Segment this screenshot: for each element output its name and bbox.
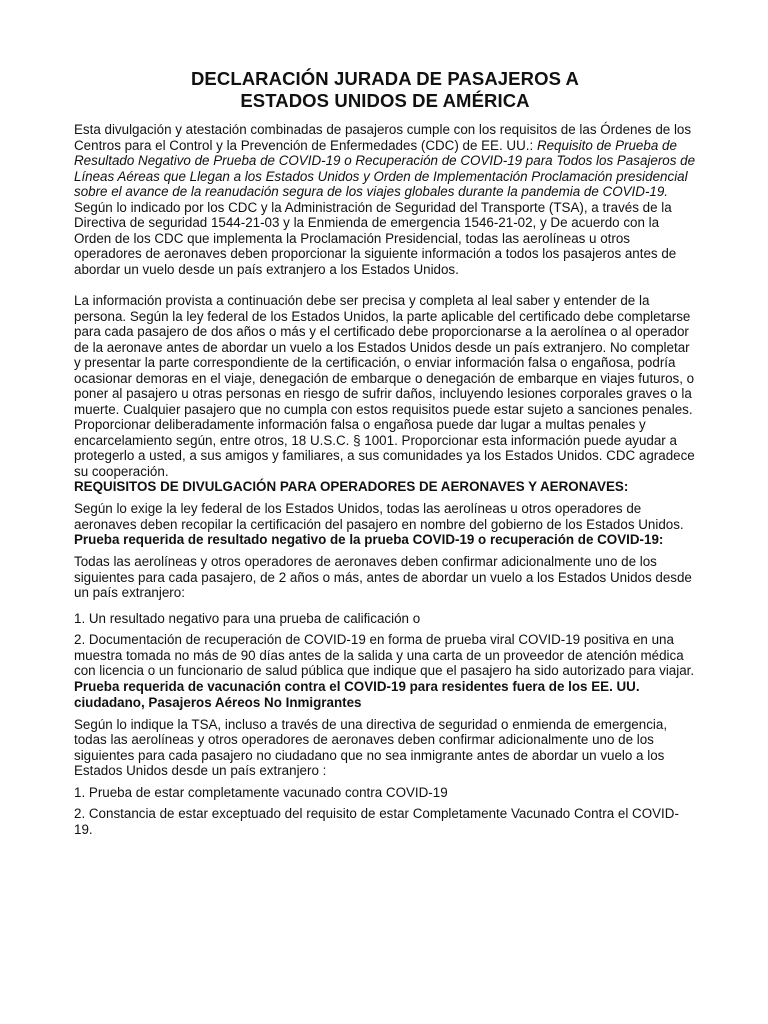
section-body-requirements: Según lo exige la ley federal de los Estados Unidos, todas las aerolíneas u otros operadores de aeronaves deben recopilar la certificación del pasajero en nombre del gobierno de los Estados Unidos. [74,501,684,532]
document-title [74,68,696,112]
section-body-vaccination: Según lo indique la TSA, incluso a través de una directiva de seguridad o enmienda de emergencia, todas las aerolíneas y otros operadores de aeronaves deben confirmar adicionalmente uno de los siguientes para cada pasajero no ciudadano que no sea inmigrante antes de abordar un vuelo a los Estados Unidos desde un país extranjero : [74,716,668,778]
section-body-negative-test: Todas las aerolíneas y otros operadores de aeronaves deben confirmar adicionalmente uno de los siguientes para cada pasajero, de 2 años o más, antes de abordar un vuelo a los Estados Unidos desde un país extranjero: [74,554,692,600]
document-page [74,68,696,837]
intro-text-2: Según lo indicado por los CDC y la Administración de Seguridad del Transporte (TSA), a través de la Directiva de seguridad 1544-21-03 y la Enmienda de emergencia 1546-21-02, y De acuerdo con la Orden de los CDC que implementa la Proclamación Presidencial, todas las aerolíneas u otros operadores de aeronaves deben proporcionar la siguiente información a todos los pasajeros antes de abordar un vuelo desde un país extranjero a los Estados Unidos. [74,199,677,277]
intro-italic-citation: Requisito de Prueba de Resultado Negativo de Prueba de COVID-19 o Recuperación de COVID-19 para Todos los Pasajeros de Líneas Aéreas que Llegan a los Estados Unidos y Orden de Implementación Proclamación presidencial sobre el avance de la reanudación segura de los viajes globales durante la pandemia de COVID-19. [74,137,696,199]
section-heading-requirements: REQUISITOS DE DIVULGACIÓN PARA OPERADORES DE AERONAVES Y AERONAVES: [74,479,629,494]
intro-text-1: Esta divulgación y atestación combinadas de pasajeros cumple con los requisitos de las Órdenes de los Centros para el Control y la Prevención de Enfermedades (CDC) de EE. UU.: [74,122,692,153]
list-item-fully-vaccinated: 1. Prueba de estar completamente vacunado contra COVID-19 [74,784,448,800]
disclosure-paragraph: La información provista a continuación debe ser precisa y completa al leal saber y entender de la persona. Según la ley federal de los Estados Unidos, la parte aplicable del certificado debe completarse para cada pasajero de dos años o más y el certificado debe proporcionarse a la aerolínea o al operador de la aeronave antes de abordar un vuelo a los Estados Unidos desde un país extranjero. No completar y presentar la parte correspondiente de la certificación, o enviar información falsa o engañosa, podría ocasionar demoras en el viaje, denegación de embarque o denegación de embarque en viajes futuros, o poner al pasajero u otras personas en riesgo de sufrir daños, incluyendo lesiones corporales graves o la muerte. Cualquier pasajero que no cumpla con estos requisitos puede estar sujeto a sanciones penales. Proporcionar deliberadamente información falsa o engañosa puede dar lugar a multas penales y encarcelamiento según, entre otros, 18 U.S.C. § 1001. Proporcionar esta información puede ayudar a protegerlo a usted, a sus amigos y familiares, a sus comunidades ya los Estados Unidos. CDC agradece su cooperación. [74,293,695,479]
list-item-recovery-documentation: 2. Documentación de recuperación de COVID-19 en forma de prueba viral COVID-19 positiva en una muestra tomada no más de 90 días antes de la salida y una carta de un proveedor de atención médica con licencia o un funcionario de salud pública que indique que el pasajero ha sido autorizado para viajar. [74,632,695,678]
title-line-1: DECLARACIÓN JURADA DE PASAJEROS A [190,68,580,89]
intro-paragraph [74,122,696,277]
list-item-exemption: 2. Constancia de estar exceptuado del requisito de estar Completamente Vacunado Contra el COVID-19. [74,806,679,837]
list-item-negative-result: 1. Un resultado negativo para una prueba de calificación o [74,610,421,626]
title-line-2: ESTADOS UNIDOS DE AMÉRICA [240,90,530,111]
section-heading-negative-test: Prueba requerida de resultado negativo de la prueba COVID-19 o recuperación de COVID-19: [74,532,664,547]
section-heading-vaccination: Prueba requerida de vacunación contra el COVID-19 para residentes fuera de los EE. UU. ciudadano, Pasajeros Aéreos No Inmigrantes [74,678,640,710]
